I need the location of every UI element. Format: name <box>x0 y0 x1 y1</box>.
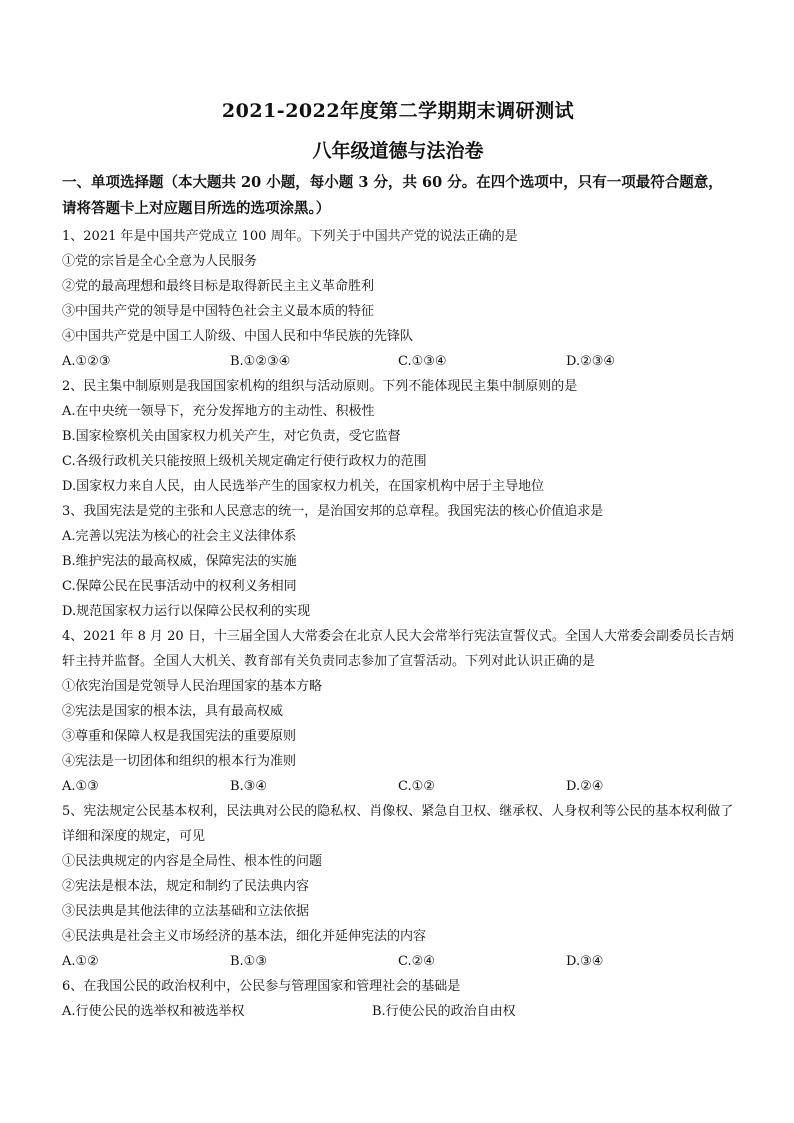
option-a: A.完善以宪法为核心的社会主义法律体系 <box>62 529 297 544</box>
statement: ④宪法是一切团体和组织的根本行为准则 <box>62 754 297 769</box>
option-b: B.国家检察机关由国家权力机关产生，对它负责，受它监督 <box>62 429 401 444</box>
choice-a: A.①②③ <box>62 354 111 369</box>
choice-a: A.行使公民的选举权和被选举权 <box>62 1004 245 1019</box>
statement: ④民法典是社会主义市场经济的基本法，细化并延伸宪法的内容 <box>62 929 427 944</box>
choice-d: D.③④ <box>566 954 604 969</box>
choice-a: A.①② <box>62 954 99 969</box>
statement: ③中国共产党的领导是中国特色社会主义最本质的特征 <box>62 304 375 319</box>
choice-b: B.①②③④ <box>230 354 291 369</box>
question-stem: 6、在我国公民的政治权利中，公民参与管理国家和管理社会的基础是 <box>62 979 461 994</box>
statement: ②党的最高理想和最终目标是取得新民主主义革命胜利 <box>62 279 375 294</box>
statement: ②宪法是根本法，规定和制约了民法典内容 <box>62 879 310 894</box>
choice-b: B.①③ <box>230 954 267 969</box>
choice-c: C.①③④ <box>398 354 447 369</box>
choice-d: D.②④ <box>566 779 604 794</box>
question-stem: 5、宪法规定公民基本权利，民法典对公民的隐私权、肖像权、紧急自卫权、继承权、人身权利等公民的基本权利做了详细和深度的规定，可见 <box>62 804 734 844</box>
choice-row <box>62 949 734 974</box>
statement: ①民法典规定的内容是全局性、根本性的问题 <box>62 854 323 869</box>
question-stem: 1、2021 年是中国共产党成立 100 周年。下列关于中国共产党的说法正确的是 <box>62 229 518 244</box>
exam-subtitle: 八年级道德与法治卷 <box>312 140 484 162</box>
choice-row <box>62 999 734 1024</box>
statement: ②宪法是国家的根本法，具有最高权威 <box>62 704 284 719</box>
option-d: D.规范国家权力运行以保障公民权利的实现 <box>62 604 311 619</box>
option-c: C.保障公民在民事活动中的权利义务相同 <box>62 579 297 594</box>
option-a: A.在中央统一领导下，充分发挥地方的主动性、积极性 <box>62 404 375 419</box>
choice-d: D.②③④ <box>566 354 616 369</box>
question-5 <box>62 799 734 974</box>
question-2 <box>62 374 734 499</box>
question-3 <box>62 499 734 624</box>
option-b: B.维护宪法的最高权威，保障宪法的实施 <box>62 554 297 569</box>
choice-b: B.行使公民的政治自由权 <box>372 1004 516 1019</box>
option-c: C.各级行政机关只能按照上级机关规定确定行使行政权力的范围 <box>62 454 427 469</box>
choice-row <box>62 774 734 799</box>
question-4 <box>62 624 734 799</box>
statement: ①依宪治国是党领导人民治理国家的基本方略 <box>62 679 323 694</box>
choice-row <box>62 349 734 374</box>
statement: ③民法典是其他法律的立法基础和立法依据 <box>62 904 310 919</box>
question-1 <box>62 224 734 374</box>
option-d: D.国家权力来自人民，由人民选举产生的国家权力机关，在国家机构中居于主导地位 <box>62 479 545 494</box>
question-stem: 2、民主集中制原则是我国国家机构的组织与活动原则。下列不能体现民主集中制原则的是 <box>62 379 578 394</box>
choice-a: A.①③ <box>62 779 99 794</box>
question-6 <box>62 974 734 1024</box>
choice-b: B.③④ <box>230 779 267 794</box>
statement: ①党的宗旨是全心全意为人民服务 <box>62 254 258 269</box>
choice-c: C.①② <box>398 779 435 794</box>
statement: ③尊重和保障人权是我国宪法的重要原则 <box>62 729 297 744</box>
section-heading: 一、单项选择题（本大题共 20 小题，每小题 3 分，共 60 分。在四个选项中，只有一项最符合题意，请将答题卡上对应题目所选的选项涂黑。） <box>62 174 723 217</box>
exam-page <box>62 96 734 1024</box>
exam-title: 2021-2022年度第二学期期末调研测试 <box>221 100 575 122</box>
statement: ④中国共产党是中国工人阶级、中国人民和中华民族的先锋队 <box>62 329 414 344</box>
choice-c: C.②④ <box>398 954 435 969</box>
question-stem: 3、我国宪法是党的主张和人民意志的统一，是治国安邦的总章程。我国宪法的核心价值追求是 <box>62 504 604 519</box>
question-stem: 4、2021 年 8 月 20 日，十三届全国人大常委会在北京人民大会常举行宪法宣誓仪式。全国人大常委会副委员长吉炳轩主持并监督。全国人大机关、教育部有关负责同志参加了宣誓活动。下列对此认识正确的是 <box>62 629 734 669</box>
